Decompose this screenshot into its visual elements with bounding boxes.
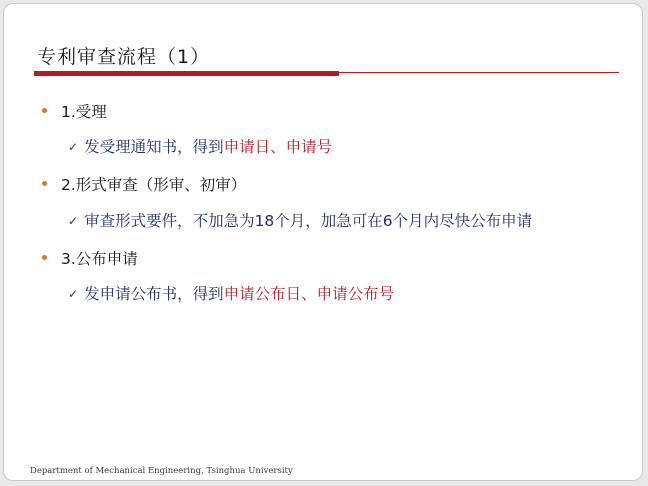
sub-item-text: 发申请公布书，得到 [84,285,224,303]
sub-item-text: 审查形式要件，不加急为18个月，加急可在6个月内尽快公布申请 [84,212,533,230]
slide [3,3,643,481]
check-icon: ✓ [68,214,79,228]
sub-item-highlight: 申请日、申请号 [223,138,333,156]
bullet-icon [42,108,47,113]
list-item [42,247,138,269]
sub-item-text: 发受理通知书，得到 [84,138,224,156]
sub-item-highlight: 申请公布日、申请公布号 [223,285,395,303]
list-item-label: 1.受理 [61,103,107,121]
sub-list-item [68,282,394,304]
sub-list-item [68,209,532,231]
bullet-icon [42,255,47,260]
sub-list-item [68,135,332,157]
check-icon: ✓ [68,140,79,154]
list-item [42,100,107,122]
slide-title: 专利审查流程（1） [37,46,211,68]
list-item [42,173,246,195]
list-item-label: 3.公布申请 [61,250,138,268]
bullet-icon [42,181,47,186]
list-item-label: 2.形式审查（形审、初审） [61,176,247,194]
title-underline-accent [34,71,339,76]
check-icon: ✓ [68,287,79,301]
slide-footer: Department of Mechanical Engineering, Tsinghua University [30,466,293,476]
